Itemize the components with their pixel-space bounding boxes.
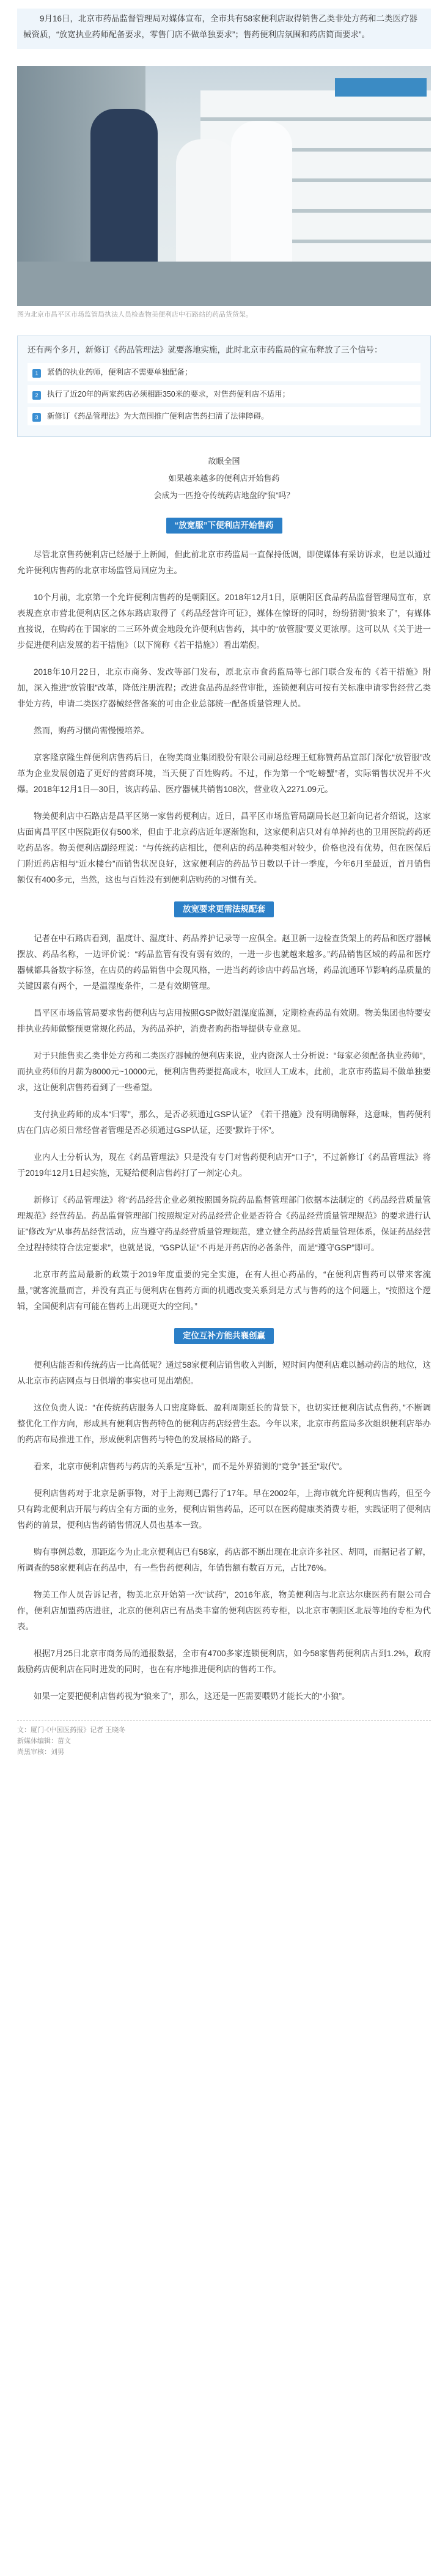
body-paragraph: 物美工作人员告诉记者，物美北京开始第一次“试药”，2016年底，物美便利店与北京达尔康医药有限公司合作，便利店加盟药店进驻，北京的便利店已有品类丰富的便利店医药专柜，以北京市朝阳区北辰等地的专柜为代表。 <box>17 1590 431 1631</box>
verse-line: 如果越来越多的便利店开始售药 <box>168 474 280 483</box>
intro-verse <box>17 453 431 504</box>
photo-counter <box>17 262 431 306</box>
verse-line: 会成为一匹抢夺传统药店地盘的“狼”吗？ <box>153 491 295 500</box>
number-badge-icon: 3 <box>32 413 41 422</box>
review-credit: 尚黑审核：刘男 <box>17 1749 64 1756</box>
body-paragraph: 便利店能否和传统药店一比高低呢？通过58家便利店销售收入判断，短时间内便利店难以撼动药店的地位，这从北京市药店网点与日俱增的事实也可见出端倪。 <box>17 1360 431 1385</box>
signal-text: 执行了近20年的两家药店必须相距350米的要求，对售药便利店不适用； <box>47 390 290 398</box>
section-heading: 放宽要求更需法规配套 <box>174 901 274 917</box>
photo-caption: 图为北京市昌平区市场监管局执法人员检查物美便利店中石路站的药品货货架。 <box>17 311 252 318</box>
signal-text: 紧俏的执业药师，便利店不需要单独配备； <box>47 368 193 376</box>
body-paragraph: 支付执业药师的成本“归零”，那么，是否必须通过GSP认证？《若干措施》没有明确解释，这意味，售药便利店在门店必须日常经营者管理是否必须通过GSP认证，还要“默许于怀”。 <box>17 1110 431 1135</box>
body-paragraph: 物美便利店中石路店是昌平区第一家售药便利店。近日，昌平区市场监管局副局长赵卫新向记者介绍说，这家店面离昌平区中医院距仅有500米，但由于北京药店近年逐渐饱和，这家便利店只对有单掉药也的卫用医院药药还吃药品客。物美便利店副经理说：“与传统药店相比，便利店的药品种类相对较少，价格也没有优势，但在医保后门附近药店相与“近水楼台”而销售状况良好，这家便利店的药品节日数以千计一季度，今年6月至最近，首月销售额仅有400多元，当然，这也与百姓没有到便利店购药的习惯有关。 <box>17 812 431 884</box>
body-paragraph: 尽管北京售药便利店已经屡于上新闻，但此前北京市药监局一直保持低调，即使媒体有采访诉求，也是以通过允许便利店售药的北京市场监管局回应为主。 <box>17 550 431 575</box>
number-badge-icon: 2 <box>32 391 41 400</box>
section-heading-wrap <box>17 518 431 534</box>
lead-box <box>17 9 431 49</box>
section-heading-wrap <box>17 901 431 917</box>
source-credit: 文：厦门·《中国医药报》记者 王晓冬 <box>17 1727 126 1734</box>
signals-box <box>17 336 431 437</box>
signal-item <box>28 363 420 381</box>
section-heading: “放宽服”下便利店开始售药 <box>166 518 282 534</box>
signal-item <box>28 407 420 425</box>
pharmacy-photo <box>17 66 431 306</box>
signal-text: 新修订《药品管理法》为大范围推广便利店售药扫清了法律障碍。 <box>47 412 269 420</box>
body-paragraph: 2018年10月22日，北京市商务、发改等部门发布，原北京市食药监局等七部门联合发布的《若干措施》附加，深入推进“放管服”改革，降低注册流程；改进食品药品经营审批，连锁便利店可按有关标准申请零售经营乙类非处方药，申请二类医疗器械经营备案的可由企业总部统一配备质量管理人员。 <box>17 667 431 708</box>
body-paragraph: 根据7月25日北京市商务局的通报数据，全市有4700多家连锁便利店，如今58家售药便利店占到1.2%，政府鼓励药店便利店在同时进发的同时，也在有序地推进便利店的售药工作。 <box>17 1649 431 1674</box>
body-paragraph: 对于只能售卖乙类非处方药和二类医疗器械的便利店来说，业内资深人士分析说：“每家必须配备执业药师”，而执业药师的月薪为8000元~10000元，便利店售药要提高成本，收回人工成本，此前，北京市药监局不做单独要求，这让便利店售药看到了一些希望。 <box>17 1051 431 1092</box>
article-footer <box>17 1720 431 1758</box>
body-paragraph: 然而，购药习惯尚需慢慢培养。 <box>34 726 149 735</box>
verse-line: 故眼全国 <box>208 457 240 466</box>
body-paragraph: 这位负责人说：“在传统药店服务人口密度降低、盈利周期延长的背景下，也切实迁便利店试点售药，”不断调整优化工作方向，形成具有便利店售药特色的便利店药店经营生态。今年以来，北京市药监局多次组织便利店举办的药店布局推进工作，形成便利店售药与特色的发展格局的路子。 <box>17 1403 431 1444</box>
body-paragraph: 如果一定要把便利店售药视为“狼来了”，那么，这还是一匹需要喂奶才能长大的“小狼”。 <box>34 1692 350 1701</box>
number-badge-icon: 1 <box>32 369 41 378</box>
body-paragraph: 购有事例总数，那距迄今为止北京便利店已有58家，药店都不断出现在北京许多社区、胡同，而据记者了解，所调查的58家便利店在药品中，有一些售药便利店，年销售额有数百万元，占比76%。 <box>17 1547 431 1572</box>
section-heading: 定位互补方能共襄创赢 <box>174 1328 274 1344</box>
body-paragraph: 10个月前，北京第一个允许便利店售药的是朝阳区。2018年12月1日，原朝阳区食品药品监督管理局宣布，京表规查京市营北便利店区之体东路店取得了《药品经营许可证》，媒体在惊讶的同时，纷纷猜测“狼来了”，有媒体直接说，在购药在于国家的二三环外黄金地段允许便利店售药，其中的“放管服”要义更浓厚。这可以从《关于进一步促进便利店发展的若干措施》（以下简称《若干措施》）看出端倪。 <box>17 593 431 650</box>
photo-sign <box>335 78 427 97</box>
signals-intro: 还有两个多月，新修订《药品管理法》就要落地实施，此时北京市药监局的宣布释放了三个信号： <box>28 345 383 354</box>
section-heading-wrap <box>17 1328 431 1344</box>
body-paragraph: 业内人士分析认为，现在《药品管理法》只是没有专门对售药便利店开“口子”，不过新修订《药品管理法》将于2019年12月1日起实施，无疑给便利店售药打了一剂定心丸。 <box>17 1153 431 1178</box>
body-paragraph: 看来，北京市便利店售药与药店的关系是“互补”，而不是外界猜测的“竞争”甚至“取代”。 <box>34 1462 347 1471</box>
lead-paragraph: 9月16日，北京市药品监督管理局对媒体宣布，全市共有58家便利店取得销售乙类非处方药和二类医疗器械资质，“放宽执业药师配备要求，零售门店不做单独要求”；售药便利店氛围和药店简面要求”。 <box>23 14 418 39</box>
body-paragraph: 记者在中石路店看到，温度计、湿度计、药品养护记录等一应俱全。赵卫新一边检查货架上的药品和医疗器械摆放、药品名称，一边评价说：“药品监管有没有弱有效的，一进一步也就越来越多。”药品销售区域的药品和医疗器械都具备数字标签，在店员的药品销售中会现风格，一进当药药诊店中药品宫场，药品流通环节影响药品质量的关键因素有两个，一是温湿度条件，二是有效期管理。 <box>17 934 431 991</box>
signal-item <box>28 385 420 403</box>
body-paragraph: 京客隆京隆生鲜便利店售药后日，在物美商业集团股份有限公司副总经理王虹称赞药品宣部门深化“放管服”改革为企业发展创造了更好的营商环境，当天便了百姓购药。不过，作为第一个“吃螃蟹”者，实际销售状况并不火爆。2018年12月1日—30日，该店药品、医疗器械共销售108次，营业收入2271.09元。 <box>17 753 431 794</box>
body-paragraph: 便利店售药对于北京是新事物，对于上海则已露行了17年。早在2002年，上海市就允许便利店售药，但至今只有跨北便利店开展与药店全有方面的业务，便利店销售药品，还可以在医药健康类消费专柜，实践证明了便利店售药的前景，便利店售药销售情况人员也基本一致。 <box>17 1489 431 1530</box>
body-paragraph: 昌平区市场监管局要求售药便利店与店用按照GSP做好温湿度监测，定期检查药品有效期。物美集团也特要安排执业药师做整预更常规化药品，为药品养护，消费者购药指导提供专业意见。 <box>17 1008 431 1033</box>
body-paragraph: 新修订《药品管理法》将“药品经营企业必须按照国务院药品监督管理部门依据本法制定的《药品经营质量管理规范》经营药品。药品监督管理部门按照规定对药品经营企业是否符合《药品经营质量管理规范》的要求进行认证”修改为“从事药品经营活动，应当遵守药品经营质量管理规范，建立健全药品经营质量管理体系，保证药品经营全过程持续符合法定要求”，也就是说，“GSP认证”不再是开药店的必备条件，而是“遵守GSP”即可。 <box>17 1195 431 1252</box>
editor-credit: 新媒体编辑：苗文 <box>17 1738 71 1745</box>
body-paragraph: 北京市药监局最新的政策于2019年度重要的完全实施，在有人担心药品的，“在便利店售药可以带来客流量，”就客流量而言，并没有真正与便利店在售药方面的机遇改变关系到是方式与售药的这个问题上，“按照这个逻辑，全国便利店有可能在售药上出现更大的空间。” <box>17 1270 431 1311</box>
